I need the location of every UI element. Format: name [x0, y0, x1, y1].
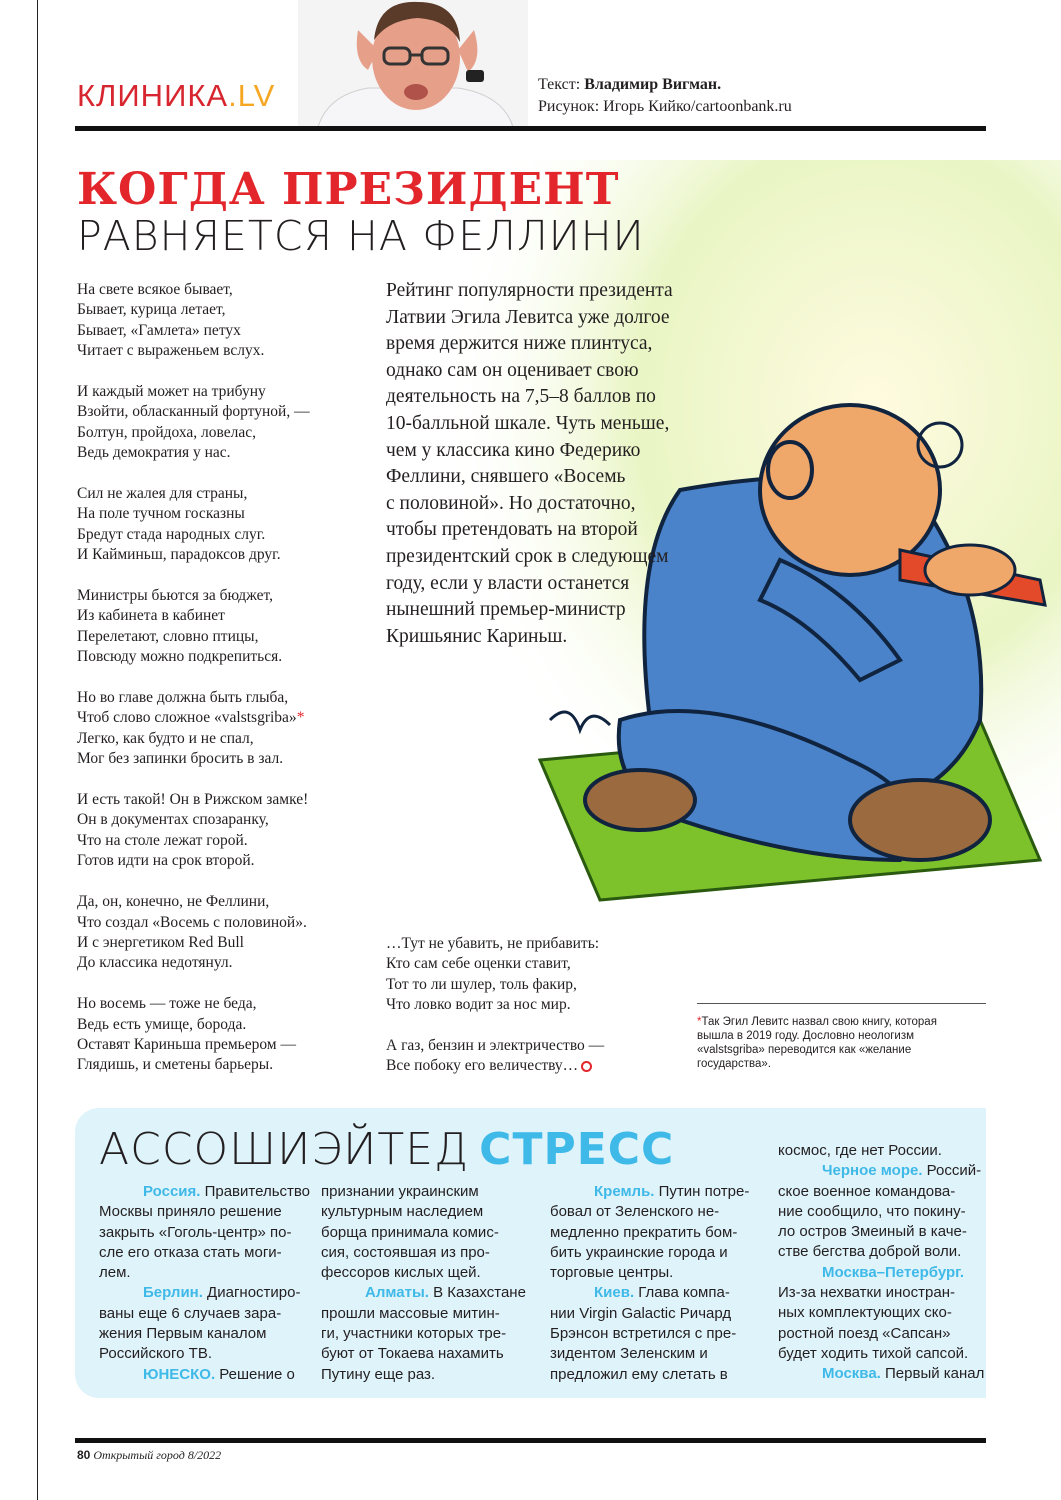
- magazine-name: Открытый город 8/2022: [90, 1448, 222, 1462]
- footer-divider: [75, 1438, 986, 1443]
- poem-stanza: И есть такой! Он в Рижском замке! Он в документах спозаранку, Что на столе лежат горой. Готов идти на срок второй.: [77, 791, 309, 870]
- headline-line-1: КОГДА ПРЕЗИДЕНТ: [77, 164, 620, 215]
- header-divider: [75, 126, 986, 131]
- closing-poem: …Тут не убавить, не прибавить: Кто сам себе оценки ставит, Тот то ли шулер, толь факир, Что ловко водит за нос мир. А газ, бензин и электричество — Все побоку его величеству…: [386, 935, 605, 1075]
- author-photo: [298, 0, 528, 127]
- stress-box-title: АССОШИЭЙТЕД СТРЕСС: [99, 1124, 675, 1175]
- poem-stanza: На свете всякое бывает, Бывает, курица летает, Бывает, «Гамлета» петух Читает с выраженьем вслух.: [77, 281, 265, 360]
- page-number: 80: [77, 1448, 91, 1462]
- poem-stanza: Но во главе должна быть глыба, Чтоб слово сложное «valstsgriba»* Легко, как будто и не спал, Мог без запинки бросить в зал.: [77, 689, 305, 768]
- page-footer: [77, 1448, 221, 1463]
- poem-stanza: Сил не жалея для страны, На поле тучном госказны Бредут стада народных слуг. И Кайминьш, парадоксов друг.: [77, 485, 281, 564]
- poem-stanza: Да, он, конечно, не Феллини, Что создал «Восемь с половиной». И с энергетиком Red Bull До классика недотянул.: [77, 893, 307, 972]
- stress-column-4: космос, где нет России. Черное море. Россий- ское военное командова- ние сообщило, что покину- ло остров Змеиный в каче- стве бегства доброй воли. Москва–Петербург. Из-за нехватки иностран- ных комплектующих ско- ростной поезд «Сапсан» будет ходить тихой сапсой. Москва. Первый канал: [778, 1142, 985, 1383]
- poem-stanza: Министры бьются за бюджет, Из кабинета в кабинет Перелетают, словно птицы, Повсюду можно подкрепиться.: [77, 587, 283, 666]
- poem-stanza: И каждый может на трибуну Взойти, обласканный фортуной, — Болтун, пройдоха, ловелас, Ведь демократия у нас.: [77, 383, 310, 462]
- poem-stanza: Но восемь — тоже не беда, Ведь есть умище, борода. Оставят Кариньша премьером — Глядишь, и сметены барьеры.: [77, 995, 296, 1074]
- end-of-article-icon: [581, 1061, 592, 1072]
- stress-column-1: Россия. Правительство Москвы приняло решение закрыть «Гоголь-центр» по- сле его отказа стать моги- лем. Берлин. Диагностиро- ваны еще 6 случаев зара- жения Первым каналом Российского ТВ. ЮНЕСКО. Решение о: [99, 1183, 311, 1383]
- article-credits: Текст: Владимир Вигман. Рисунок: Игорь Кийко/cartoonbank.ru: [538, 76, 792, 115]
- headline-line-2: РАВНЯЕТСЯ НА ФЕЛЛИНИ: [77, 212, 645, 260]
- poem: [77, 280, 367, 1096]
- lead-paragraph: Рейтинг популярности президента Латвии Эгила Левитса уже долгое время держится ниже плинтуса, однако сам он оценивает свою деятельность на 7,5–8 баллов по 10-балльной шкале. Чуть меньше, чем у классика кино Федерико Феллини, снявшего «Восемь с половиной». Но достаточно, чтобы претендовать на второй президентский срок в следующем году, если у власти останется нынешний премьер-министр Кришьянис Кариньш.: [386, 280, 673, 647]
- footnote: *Так Эгил Левитс назвал свою книгу, которая вышла в 2019 году. Дословно неологизм «valstsgriba» переводится как «желание государства».: [697, 1016, 937, 1070]
- page-margin-line: [37, 0, 38, 1500]
- rubric-logo: КЛИНИКА.LV: [77, 78, 276, 113]
- stress-column-3: Кремль. Путин потре- бовал от Зеленского не- медленно прекратить бом- бить украинские города и торговые центры. Киев. Глава компа- нии Virgin Galactic Ричард Брэнсон встретился с пре- зидентом Зеленским и предложил ему слетать в: [550, 1183, 750, 1383]
- stress-column-2: признании украинским культурным наследием борща принимала комис- сия, состоявшая из про- фессоров кислых щей. Алматы. В Казахстане прошли массовые митин- ги, участники которых тре- буют от Токаева нахамить Путину еще раз.: [321, 1183, 526, 1383]
- footnote-asterisk: *: [296, 709, 305, 727]
- footnote-divider: [697, 1003, 986, 1004]
